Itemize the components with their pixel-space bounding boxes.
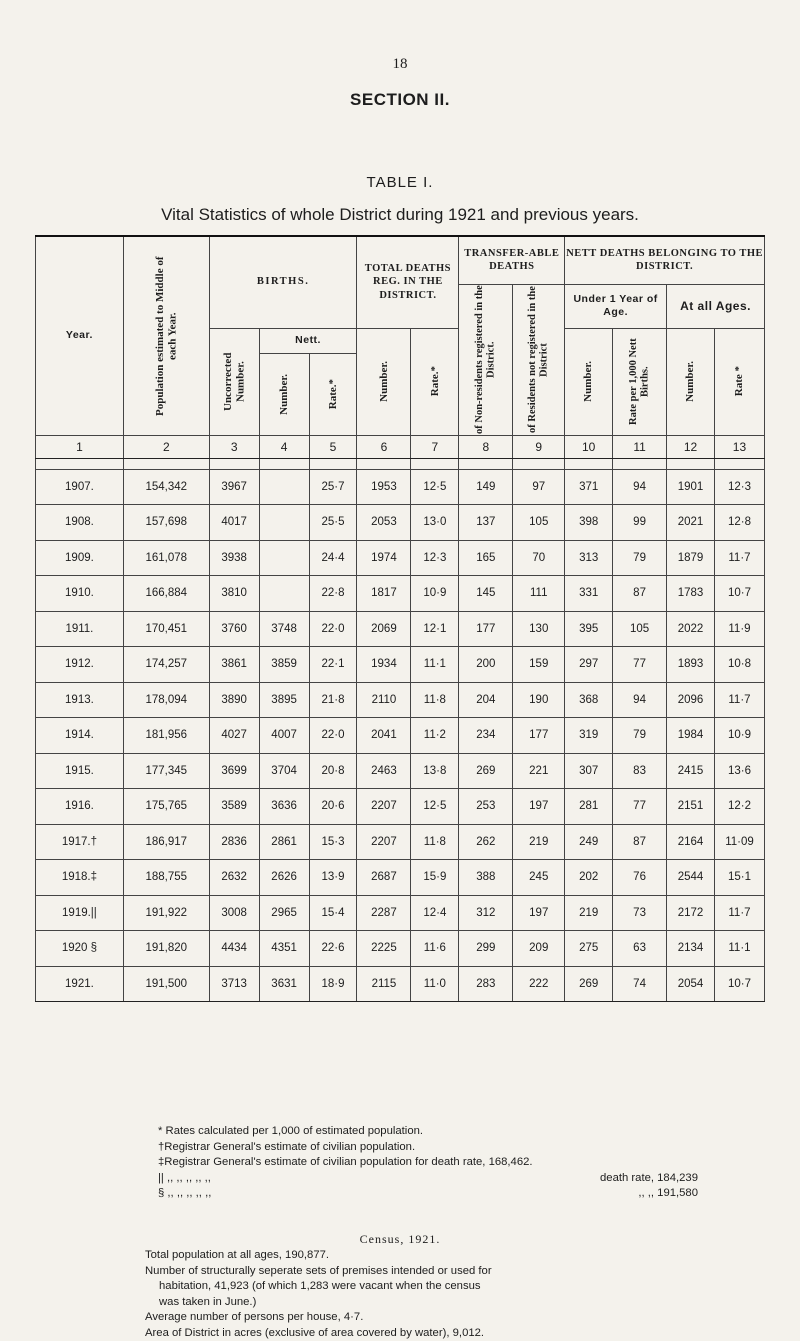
- table-cell: 111: [513, 576, 565, 612]
- table-row: [36, 789, 765, 825]
- footnote-death-rate-1919: [158, 1171, 698, 1187]
- table-cell: 166,884: [123, 576, 209, 612]
- table-cell: 1879: [667, 540, 715, 576]
- table-cell: 1817: [357, 576, 411, 612]
- table-cell: 245: [513, 860, 565, 896]
- footnote-civilian: †Registrar General's estimate of civilian population.: [158, 1140, 698, 1156]
- table-cell: 2110: [357, 682, 411, 718]
- table-cell: 2115: [357, 966, 411, 1002]
- table-cell: 11·8: [411, 824, 459, 860]
- table-cell: 2134: [667, 931, 715, 967]
- table-cell: 3704: [259, 753, 309, 789]
- table-cell: 4351: [259, 931, 309, 967]
- table-cell: 3589: [209, 789, 259, 825]
- table-cell: 74: [613, 966, 667, 1002]
- table-cell: 313: [565, 540, 613, 576]
- table-cell: 3631: [259, 966, 309, 1002]
- column-number: 5: [309, 435, 357, 458]
- table-cell: 3890: [209, 682, 259, 718]
- table-cell: 1974: [357, 540, 411, 576]
- table-row: [36, 576, 765, 612]
- census-premises: Number of structurally seperate sets of premises intended or used for: [145, 1264, 705, 1280]
- footnote-value: death rate, 184,239: [600, 1171, 698, 1187]
- table-cell: 87: [613, 824, 667, 860]
- table-cell: 15·4: [309, 895, 357, 931]
- table-cell: 2164: [667, 824, 715, 860]
- table-cell: 275: [565, 931, 613, 967]
- table-cell: 87: [613, 576, 667, 612]
- table-cell: 15·9: [411, 860, 459, 896]
- table-cell: 154,342: [123, 469, 209, 505]
- table-cell: 10·7: [714, 966, 764, 1002]
- table-cell: 307: [565, 753, 613, 789]
- footnote-value: ,, ,, 191,580: [638, 1186, 698, 1202]
- table-cell: 13·6: [714, 753, 764, 789]
- table-cell: 188,755: [123, 860, 209, 896]
- table-cell: 191,500: [123, 966, 209, 1002]
- nett-births-header: Nett.: [259, 328, 357, 353]
- table-cell: 4017: [209, 505, 259, 541]
- table-cell: 170,451: [123, 611, 209, 647]
- table-cell: 94: [613, 682, 667, 718]
- table-cell: 219: [513, 824, 565, 860]
- table-cell: 20·6: [309, 789, 357, 825]
- table-row: [36, 931, 765, 967]
- year-cell: 1909.: [36, 540, 124, 576]
- census-premises-end: was taken in June.): [145, 1295, 705, 1311]
- table-cell: 73: [613, 895, 667, 931]
- table-cell: 2022: [667, 611, 715, 647]
- table-cell: 2069: [357, 611, 411, 647]
- table-cell: [259, 540, 309, 576]
- column-number: 8: [459, 435, 513, 458]
- table-row: [36, 966, 765, 1002]
- footnote-death-rate-1918: ‡Registrar General's estimate of civilian population for death rate, 168,462.: [158, 1155, 698, 1171]
- births-rate-header: Rate.*: [309, 353, 357, 435]
- table-cell: 3895: [259, 682, 309, 718]
- census-area: Area of District in acres (exclusive of area covered by water), 9,012.: [145, 1326, 705, 1341]
- table-cell: 191,922: [123, 895, 209, 931]
- births-number-header: Number.: [259, 353, 309, 435]
- table-cell: 2861: [259, 824, 309, 860]
- table-cell: 63: [613, 931, 667, 967]
- table-cell: 2041: [357, 718, 411, 754]
- table-cell: 1893: [667, 647, 715, 683]
- table-cell: 281: [565, 789, 613, 825]
- table-cell: 10·7: [714, 576, 764, 612]
- table-cell: 3008: [209, 895, 259, 931]
- column-number: 10: [565, 435, 613, 458]
- column-number: 1: [36, 435, 124, 458]
- year-cell: 1910.: [36, 576, 124, 612]
- table-cell: 12·8: [714, 505, 764, 541]
- deaths-rate-header: Rate.*: [411, 328, 459, 435]
- table-cell: 11·1: [411, 647, 459, 683]
- footnotes: [158, 1124, 698, 1202]
- table-cell: 191,820: [123, 931, 209, 967]
- column-number: 4: [259, 435, 309, 458]
- table-cell: 249: [565, 824, 613, 860]
- column-number: 9: [513, 435, 565, 458]
- census-total: Total population at all ages, 190,877.: [145, 1248, 705, 1264]
- section-title: SECTION II.: [0, 90, 800, 110]
- ditto-marks: § ,, ,, ,, ,, ,,: [158, 1186, 211, 1202]
- table-cell: 253: [459, 789, 513, 825]
- table-cell: 2172: [667, 895, 715, 931]
- table-cell: 11·9: [714, 611, 764, 647]
- footnote-rates: * Rates calculated per 1,000 of estimated population.: [158, 1124, 698, 1140]
- table-cell: 3760: [209, 611, 259, 647]
- table-cell: 177: [513, 718, 565, 754]
- table-cell: 11·2: [411, 718, 459, 754]
- table-cell: 22·1: [309, 647, 357, 683]
- column-number: 3: [209, 435, 259, 458]
- table-row: [36, 824, 765, 860]
- table-cell: 3938: [209, 540, 259, 576]
- table-cell: 331: [565, 576, 613, 612]
- table-cell: 22·8: [309, 576, 357, 612]
- table-cell: 11·09: [714, 824, 764, 860]
- deaths-number-header: Number.: [357, 328, 411, 435]
- table-cell: 12·1: [411, 611, 459, 647]
- year-cell: 1921.: [36, 966, 124, 1002]
- table-row: [36, 647, 765, 683]
- census-title: Census, 1921.: [0, 1232, 800, 1247]
- table-cell: 99: [613, 505, 667, 541]
- population-header: Population estimated to Middle of each Year.: [123, 236, 209, 435]
- table-cell: 22·0: [309, 718, 357, 754]
- under1-number-header: Number.: [565, 328, 613, 435]
- table-cell: 2287: [357, 895, 411, 931]
- table-cell: 3713: [209, 966, 259, 1002]
- table-cell: 175,765: [123, 789, 209, 825]
- table-cell: 18·9: [309, 966, 357, 1002]
- vital-statistics-table: [35, 235, 765, 1002]
- table-cell: 2207: [357, 789, 411, 825]
- table-cell: 368: [565, 682, 613, 718]
- table-cell: 2463: [357, 753, 411, 789]
- year-cell: 1917.†: [36, 824, 124, 860]
- table-cell: 204: [459, 682, 513, 718]
- table-row: [36, 611, 765, 647]
- table-cell: 200: [459, 647, 513, 683]
- table-cell: 1783: [667, 576, 715, 612]
- table-cell: 299: [459, 931, 513, 967]
- table-cell: 11·8: [411, 682, 459, 718]
- table-row: [36, 718, 765, 754]
- table-cell: 22·6: [309, 931, 357, 967]
- table-cell: 388: [459, 860, 513, 896]
- table-cell: 10·9: [714, 718, 764, 754]
- table-cell: 76: [613, 860, 667, 896]
- table-cell: 130: [513, 611, 565, 647]
- year-cell: 1911.: [36, 611, 124, 647]
- table-cell: 94: [613, 469, 667, 505]
- column-number: 13: [714, 435, 764, 458]
- table-cell: 4434: [209, 931, 259, 967]
- table-cell: 3859: [259, 647, 309, 683]
- table-cell: 297: [565, 647, 613, 683]
- table-cell: 13·9: [309, 860, 357, 896]
- table-cell: 1901: [667, 469, 715, 505]
- total-deaths-header: TOTAL DEATHS REG. IN THE DISTRICT.: [357, 236, 459, 328]
- table-cell: 2096: [667, 682, 715, 718]
- table-cell: 269: [565, 966, 613, 1002]
- year-cell: 1908.: [36, 505, 124, 541]
- table-cell: 70: [513, 540, 565, 576]
- table-cell: 222: [513, 966, 565, 1002]
- census-premises-cont: habitation, 41,923 (of which 1,283 were vacant when the census: [145, 1279, 705, 1295]
- table-cell: 12·3: [411, 540, 459, 576]
- table-cell: 2053: [357, 505, 411, 541]
- table-cell: 11·6: [411, 931, 459, 967]
- table-cell: 234: [459, 718, 513, 754]
- table-cell: 319: [565, 718, 613, 754]
- table-cell: 12·2: [714, 789, 764, 825]
- table-cell: 197: [513, 895, 565, 931]
- table-cell: 15·3: [309, 824, 357, 860]
- table-cell: 177,345: [123, 753, 209, 789]
- column-number: 11: [613, 435, 667, 458]
- table-cell: 165: [459, 540, 513, 576]
- table-cell: 13·0: [411, 505, 459, 541]
- table-cell: 24·4: [309, 540, 357, 576]
- table-cell: 174,257: [123, 647, 209, 683]
- table-cell: 269: [459, 753, 513, 789]
- year-cell: 1919.||: [36, 895, 124, 931]
- table-cell: 178,094: [123, 682, 209, 718]
- table-cell: 2687: [357, 860, 411, 896]
- transferable-deaths-header: TRANSFER-ABLE DEATHS: [459, 236, 565, 284]
- column-number: 2: [123, 435, 209, 458]
- uncorrected-header: Uncorrected Number.: [209, 328, 259, 435]
- table-cell: 13·8: [411, 753, 459, 789]
- table-cell: 202: [565, 860, 613, 896]
- allages-rate-header: Rate *: [714, 328, 764, 435]
- table-cell: 2225: [357, 931, 411, 967]
- table-cell: 283: [459, 966, 513, 1002]
- census-section: [0, 1232, 800, 1247]
- year-cell: 1916.: [36, 789, 124, 825]
- table-cell: 219: [565, 895, 613, 931]
- table-cell: [259, 469, 309, 505]
- table-row: [36, 540, 765, 576]
- table-cell: 1953: [357, 469, 411, 505]
- table-caption: Vital Statistics of whole District during 1921 and previous years.: [0, 205, 800, 225]
- table-cell: 1934: [357, 647, 411, 683]
- year-cell: 1914.: [36, 718, 124, 754]
- table-cell: 137: [459, 505, 513, 541]
- births-header: BIRTHS.: [209, 236, 357, 328]
- year-header: Year.: [36, 236, 124, 435]
- table-cell: 157,698: [123, 505, 209, 541]
- table-cell: 190: [513, 682, 565, 718]
- table-cell: 105: [513, 505, 565, 541]
- table-cell: 161,078: [123, 540, 209, 576]
- ditto-marks: || ,, ,, ,, ,, ,,: [158, 1171, 211, 1187]
- allages-number-header: Number.: [667, 328, 715, 435]
- table-cell: 4027: [209, 718, 259, 754]
- table-cell: 145: [459, 576, 513, 612]
- table-cell: 395: [565, 611, 613, 647]
- under1-rate-header: Rate per 1,000 Nett Births.: [613, 328, 667, 435]
- table-cell: 221: [513, 753, 565, 789]
- table-cell: 186,917: [123, 824, 209, 860]
- table-cell: 11·0: [411, 966, 459, 1002]
- table-cell: 12·5: [411, 789, 459, 825]
- table-cell: 3636: [259, 789, 309, 825]
- table-cell: 25·7: [309, 469, 357, 505]
- table-cell: 2632: [209, 860, 259, 896]
- census-average: Average number of persons per house, 4·7.: [145, 1310, 705, 1326]
- column-number: 7: [411, 435, 459, 458]
- table-row: [36, 895, 765, 931]
- table-cell: 10·8: [714, 647, 764, 683]
- table-cell: 79: [613, 540, 667, 576]
- table-row: [36, 469, 765, 505]
- column-number: 12: [667, 435, 715, 458]
- table-cell: [259, 576, 309, 612]
- table-cell: 3861: [209, 647, 259, 683]
- column-number: 6: [357, 435, 411, 458]
- table-row: [36, 753, 765, 789]
- table-cell: 149: [459, 469, 513, 505]
- table-cell: 11·7: [714, 895, 764, 931]
- table-cell: 3810: [209, 576, 259, 612]
- table-cell: 2207: [357, 824, 411, 860]
- table-row: [36, 505, 765, 541]
- table-cell: 12·4: [411, 895, 459, 931]
- table-cell: 262: [459, 824, 513, 860]
- table-cell: 2965: [259, 895, 309, 931]
- year-cell: 1915.: [36, 753, 124, 789]
- table-cell: 77: [613, 647, 667, 683]
- table-cell: 3699: [209, 753, 259, 789]
- year-cell: 1907.: [36, 469, 124, 505]
- table-cell: 1984: [667, 718, 715, 754]
- year-cell: 1912.: [36, 647, 124, 683]
- table-cell: 83: [613, 753, 667, 789]
- table-cell: 11·1: [714, 931, 764, 967]
- table-cell: 11·7: [714, 540, 764, 576]
- table-cell: 105: [613, 611, 667, 647]
- table-cell: 12·5: [411, 469, 459, 505]
- table-cell: 4007: [259, 718, 309, 754]
- table-cell: 177: [459, 611, 513, 647]
- table-cell: 25·5: [309, 505, 357, 541]
- table-cell: 11·7: [714, 682, 764, 718]
- table-cell: 20·8: [309, 753, 357, 789]
- nett-deaths-header: NETT DEATHS BELONGING TO THE DISTRICT.: [565, 236, 765, 284]
- table-cell: 2054: [667, 966, 715, 1002]
- nonresidents-header: of Non-residents registered in the District.: [459, 284, 513, 435]
- table-cell: 312: [459, 895, 513, 931]
- table-cell: 12·3: [714, 469, 764, 505]
- table-row: [36, 860, 765, 896]
- table-cell: 2151: [667, 789, 715, 825]
- year-cell: 1920 §: [36, 931, 124, 967]
- table-label: TABLE I.: [0, 174, 800, 191]
- table-cell: [259, 505, 309, 541]
- table-cell: 21·8: [309, 682, 357, 718]
- table-cell: 209: [513, 931, 565, 967]
- table-cell: 398: [565, 505, 613, 541]
- under1-header: Under 1 Year of Age.: [565, 284, 667, 328]
- census-body: [145, 1248, 705, 1341]
- table-cell: 3967: [209, 469, 259, 505]
- table-cell: 159: [513, 647, 565, 683]
- table-cell: 181,956: [123, 718, 209, 754]
- table-cell: 2626: [259, 860, 309, 896]
- table-cell: 97: [513, 469, 565, 505]
- table-cell: 3748: [259, 611, 309, 647]
- table-row: [36, 682, 765, 718]
- table-cell: 371: [565, 469, 613, 505]
- year-cell: 1918.‡: [36, 860, 124, 896]
- allages-header: At all Ages.: [667, 284, 765, 328]
- year-cell: 1913.: [36, 682, 124, 718]
- table-cell: 2836: [209, 824, 259, 860]
- table-cell: 15·1: [714, 860, 764, 896]
- footnote-death-rate-1920: [158, 1186, 698, 1202]
- page-number: 18: [0, 56, 800, 73]
- table-cell: 197: [513, 789, 565, 825]
- table-cell: 77: [613, 789, 667, 825]
- table-cell: 10·9: [411, 576, 459, 612]
- table-cell: 2021: [667, 505, 715, 541]
- table-cell: 2415: [667, 753, 715, 789]
- table-cell: 22·0: [309, 611, 357, 647]
- residents-header: of Residents not registered in the District: [513, 284, 565, 435]
- table-cell: 79: [613, 718, 667, 754]
- table-cell: 2544: [667, 860, 715, 896]
